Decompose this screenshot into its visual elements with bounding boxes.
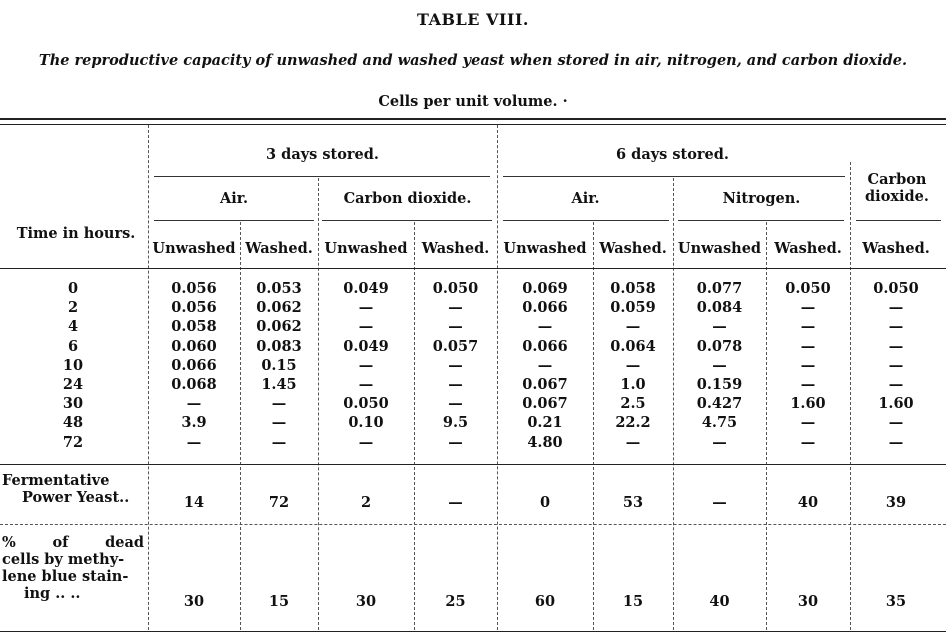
time-cell: 48 — [62, 414, 84, 432]
table-cell: 1.60 — [878, 395, 914, 413]
subheader-nitrogen-6days: Nitrogen. — [722, 190, 801, 207]
sub-underline-co2-6 — [856, 220, 941, 221]
table-cell: — — [448, 376, 463, 393]
table-cell: — — [186, 395, 202, 413]
table-cell: — — [888, 318, 904, 336]
table-cell: 0.062 — [256, 318, 302, 336]
time-cell: 10 — [62, 356, 84, 374]
sub-underline-co2-3 — [322, 220, 492, 221]
table-cell: 0.056 — [171, 280, 217, 297]
time-cell: 30 — [62, 395, 84, 413]
col-header-washed: Washed. — [245, 240, 313, 257]
table-cell: 0.053 — [256, 280, 302, 297]
col-header-unwashed: Unwashed — [324, 240, 408, 257]
table-cell: 0.058 — [610, 280, 656, 297]
col-header-unwashed: Unwashed — [503, 240, 587, 257]
table-cell: 0.15 — [261, 356, 297, 374]
group-underline-6days — [503, 176, 845, 177]
table-cell: — — [358, 376, 374, 393]
table-cell: — — [358, 318, 374, 336]
group-header-6days: 6 days stored. — [616, 146, 729, 163]
col-header-unwashed: Unwashed — [677, 240, 762, 257]
dead-pct-cell: 30 — [797, 593, 819, 610]
table-cell: — — [271, 395, 287, 413]
table-cell: — — [888, 356, 904, 374]
table-cell: — — [358, 433, 374, 451]
fermentative-cell: 72 — [268, 494, 290, 511]
fermentative-top-rule — [0, 464, 946, 465]
time-cell: 6 — [67, 337, 79, 355]
table-cell: — — [800, 318, 816, 336]
dead-pct-cell: 30 — [355, 593, 377, 610]
time-cell: 24 — [62, 376, 84, 393]
dead-pct-cell: 60 — [534, 593, 556, 610]
table-bottom-rule — [0, 631, 946, 632]
table-cell: 4.75 — [701, 414, 738, 432]
table-cell: — — [448, 356, 463, 374]
table-caption: The reproductive capacity of unwashed and washed yeast when stored in air, nitrogen, and carbon dioxide. — [38, 52, 908, 69]
table-cell: 0.077 — [696, 280, 743, 297]
table-cell: 0.062 — [256, 299, 302, 317]
fermentative-label: Fermentative Power Yeast.. — [2, 472, 130, 506]
table-cell: 0.057 — [432, 337, 479, 355]
col-header-washed: Washed. — [421, 240, 490, 257]
table-cell: — — [448, 433, 463, 451]
col-header-washed: Washed. — [862, 240, 930, 257]
subheader-co2-3days: Carbon dioxide. — [343, 190, 472, 207]
col-header-washed: Washed. — [774, 240, 842, 257]
table-cell: — — [800, 299, 816, 317]
sub-underline-air-3 — [154, 220, 314, 221]
fermentative-cell: — — [712, 494, 727, 511]
table-cell: — — [888, 299, 904, 317]
table-cell: 0.21 — [527, 414, 563, 432]
table-cell: 0.066 — [522, 337, 568, 355]
time-column-header: Time in hours. — [16, 225, 136, 242]
table-cell: 0.069 — [522, 280, 568, 297]
table-cell: 22.2 — [615, 414, 651, 432]
col-header-unwashed: Unwashed — [152, 240, 236, 257]
time-cell: 0 — [67, 280, 79, 297]
table-cell: 0.064 — [610, 337, 656, 355]
table-cell: — — [888, 337, 904, 355]
time-cell: 2 — [67, 299, 79, 317]
table-cell: 0.058 — [171, 318, 217, 336]
top-rule — [0, 118, 946, 120]
table-cell: 0.159 — [696, 376, 743, 393]
table-cell: 0.084 — [696, 299, 743, 317]
table-cell: 0.066 — [522, 299, 568, 317]
table-cell: — — [537, 356, 553, 374]
top-rule-inner — [0, 124, 946, 125]
table-cell: 1.0 — [620, 376, 646, 393]
table-cell: — — [800, 433, 816, 451]
table-cell: 4.80 — [527, 433, 563, 451]
table-cell: — — [888, 414, 904, 432]
table-cell: — — [448, 299, 463, 317]
fermentative-cell: 14 — [183, 494, 205, 511]
dead-pct-cell: 15 — [622, 593, 644, 610]
table-cell: — — [358, 299, 374, 317]
dead-pct-cell: 35 — [885, 593, 907, 610]
table-title: TABLE VIII. — [417, 10, 529, 29]
table-cell: 0.050 — [873, 280, 919, 297]
table-cell: — — [625, 318, 641, 336]
table-cell: 0.427 — [696, 395, 743, 413]
dead-cells-label: % of dead cells by methy- lene blue stain- ing .. .. — [2, 534, 144, 602]
fermentative-cell: 40 — [797, 494, 819, 511]
table-cell: — — [186, 433, 202, 451]
table-subcaption: Cells per unit volume. · — [378, 93, 568, 110]
table-cell: 1.60 — [790, 395, 826, 413]
fermentative-cell: 2 — [360, 494, 372, 511]
dead-top-rule — [0, 524, 946, 525]
sub-underline-air-6 — [503, 220, 669, 221]
table-cell: 0.049 — [343, 337, 389, 355]
dead-pct-cell: 15 — [268, 593, 290, 610]
table-cell: — — [358, 356, 374, 374]
table-cell: — — [800, 414, 816, 432]
table-cell: 0.10 — [348, 414, 384, 432]
table-cell: — — [800, 356, 816, 374]
table-cell: 0.068 — [171, 376, 217, 393]
table-cell: 1.45 — [261, 376, 297, 393]
fermentative-cell: 0 — [539, 494, 551, 511]
table-cell: — — [712, 356, 727, 374]
table-cell: — — [625, 356, 641, 374]
subheader-air-6days: Air. — [571, 190, 600, 207]
table-cell: 9.5 — [442, 414, 469, 432]
subheader-air-3days: Air. — [219, 190, 249, 207]
table-cell: — — [800, 376, 816, 393]
dead-pct-cell: 25 — [445, 593, 466, 610]
table-cell: — — [271, 414, 287, 432]
table-cell: 0.059 — [610, 299, 656, 317]
table-cell: — — [800, 337, 816, 355]
table-cell: — — [888, 433, 904, 451]
header-bottom-rule — [0, 268, 946, 269]
sub-underline-n2-6 — [678, 220, 844, 221]
table-cell: 0.083 — [256, 337, 302, 355]
subheader-co2-6days: Carbon dioxide. — [865, 171, 929, 205]
table-cell: 0.050 — [785, 280, 831, 297]
table-cell: 0.049 — [343, 280, 389, 297]
table-cell: 0.066 — [171, 356, 217, 374]
table-cell: 0.078 — [696, 337, 743, 355]
table-cell: — — [271, 433, 287, 451]
table-cell: 3.9 — [181, 414, 207, 432]
table-cell: — — [448, 395, 463, 413]
table-cell: 0.056 — [171, 299, 217, 317]
table-cell: — — [625, 433, 641, 451]
group-underline-3days — [154, 176, 490, 177]
table-cell: — — [888, 376, 904, 393]
time-cell: 72 — [62, 433, 84, 451]
table-cell: — — [537, 318, 553, 336]
table-cell: — — [448, 318, 463, 336]
dead-pct-cell: 30 — [183, 593, 205, 610]
time-cell: 4 — [67, 318, 79, 336]
table-cell: 0.060 — [171, 337, 217, 355]
col-header-washed: Washed. — [599, 240, 667, 257]
dead-pct-cell: 40 — [709, 593, 730, 610]
fermentative-cell: 53 — [622, 494, 644, 511]
fermentative-cell: 39 — [885, 494, 907, 511]
fermentative-cell: — — [448, 494, 463, 511]
table-cell: — — [712, 318, 727, 336]
table-cell: 0.067 — [522, 376, 568, 393]
table-cell: 0.067 — [522, 395, 568, 413]
table-cell: 2.5 — [620, 395, 646, 413]
table-cell: 0.050 — [432, 280, 479, 297]
table-cell: — — [712, 433, 727, 451]
table-cell: 0.050 — [343, 395, 389, 413]
group-header-3days: 3 days stored. — [266, 146, 379, 163]
